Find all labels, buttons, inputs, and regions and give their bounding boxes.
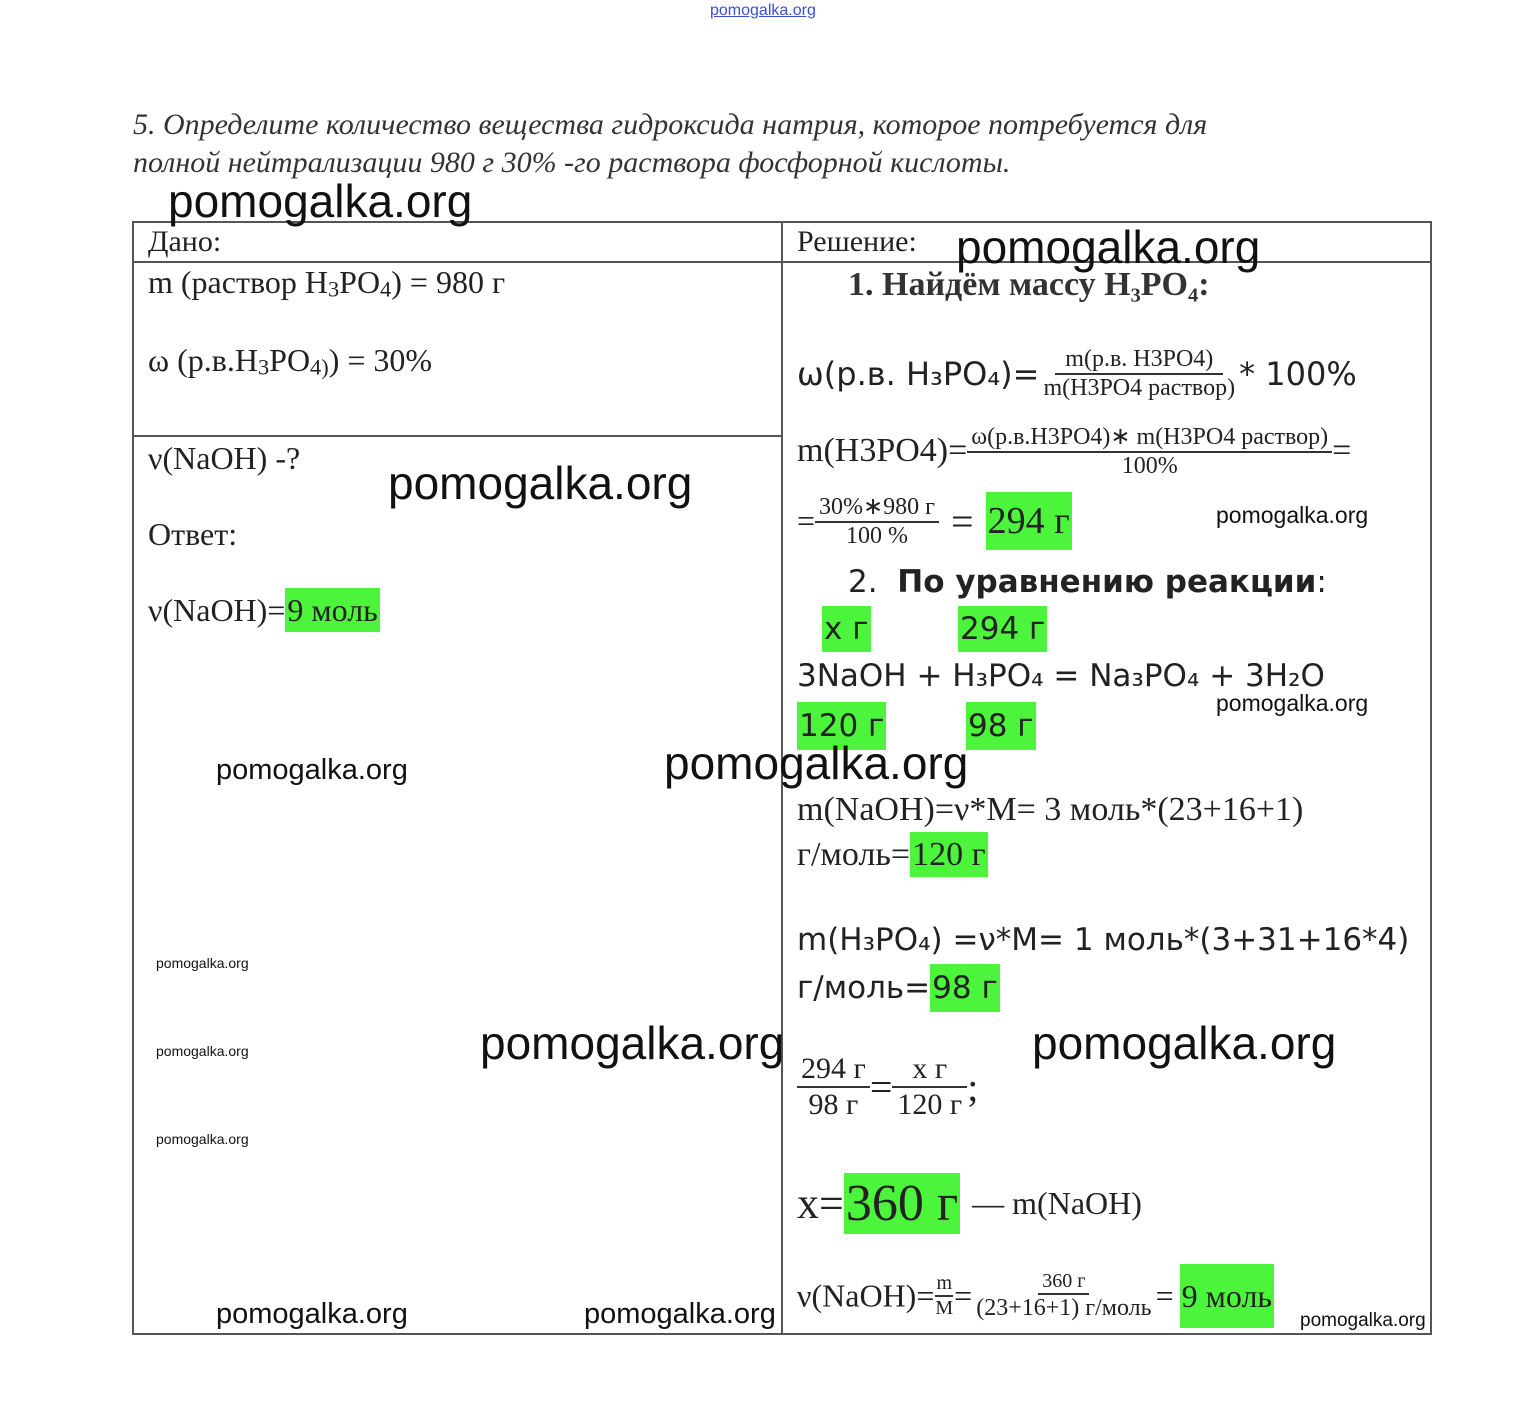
omega-fraction [1039,346,1239,402]
watermark-14: pomogalka.org [584,1298,776,1330]
prop-num-2: x г [892,1052,967,1088]
table-right-border [1430,221,1432,1335]
watermark-11: pomogalka.org [1032,1017,1337,1069]
m-h3po4-line1: m(H₃PO₄) =ν*M= 1 моль*(3+31+16*4) [797,922,1410,958]
given-find-divider [132,435,783,437]
watermark-10: pomogalka.org [480,1017,785,1069]
mass-num: ω(р.в.H3PO4)∗ m(H3PO4 раствор) [967,422,1332,453]
given-omega-suffix: ) = 30% [328,342,433,378]
sub-3b: 3 [257,354,270,380]
watermark-12: pomogalka.org [156,1131,249,1147]
calc-result: 294 г [986,492,1072,550]
step2-heading [848,564,1327,600]
nu-eq: = [954,1277,973,1314]
answer-label: Ответ: [148,516,238,552]
step2-bold: По уравнению реакции [897,564,1317,600]
table-left-border [132,221,134,1335]
m-naoh-value: 120 г [910,832,987,877]
mass-formula [797,422,1351,480]
omega-lhs: ω(р.в. H₃PO₄)= [797,355,1040,393]
above-h3po4: 294 г [958,606,1047,652]
nu-formula [797,1270,1274,1322]
given-mass [148,264,505,302]
nu-calc-num: 360 г [1038,1270,1089,1295]
prop-eq: = [869,1064,893,1110]
given-mass-po: PO [339,264,381,300]
watermark-9: pomogalka.org [156,1043,249,1059]
given-omega-po: PO [269,342,311,378]
watermark-3: pomogalka.org [388,457,693,509]
calc-equals: = [951,498,974,544]
given-mass-suffix: ) = 980 г [391,264,506,300]
nu-frac [934,1272,954,1320]
mass-den: 100% [1121,453,1178,479]
prop-den-1: 98 г [808,1088,859,1121]
answer [148,592,380,629]
x-suffix: — m(NaOH) [972,1185,1142,1221]
nu-frac-den: M [935,1297,954,1319]
calc-den: 100 % [846,523,909,549]
m-naoh-line1: m(NaOH)=ν*M= 3 моль*(23+16+1) [797,791,1304,828]
omega-tail: * 100% [1239,355,1357,393]
task-line-2: полной нейтрализации 980 г 30% -го раствора фосфорной кислоты. [133,146,1011,179]
prop-frac-1 [797,1052,870,1122]
nu-lhs: ν(NaOH)= [797,1277,935,1314]
prop-frac-2 [892,1052,967,1122]
sub-4b: 4) [310,354,329,380]
below-h3po4: 98 г [966,702,1036,750]
prop-end: ; [967,1064,979,1110]
watermark-6: pomogalka.org [216,754,408,786]
given-omega [148,342,432,380]
omega-formula [797,346,1357,402]
watermark-13: pomogalka.org [216,1298,408,1330]
omega-den: m(H3PO4 раствор) [1043,375,1236,401]
reaction-equation: 3NaOH + H₃PO₄ = Na₃PO₄ + 3H₂O [797,658,1325,694]
calc-fraction [815,492,939,550]
mass-lhs: m(H3PO4)= [797,432,968,469]
watermark-2: pomogalka.org [956,221,1261,273]
answer-prefix: ν(NaOH)= [148,592,286,628]
above-naoh: x г [822,606,871,652]
x-value: 360 г [845,1175,959,1232]
nu-calc-den: (23+16+1) г/моль [976,1295,1152,1321]
step2-colon: : [1316,564,1327,600]
mass-tail: = [1332,432,1352,469]
prop-den-2: 120 г [897,1088,963,1121]
given-title: Дано: [148,225,222,258]
answer-value: 9 моль [285,588,379,632]
watermark-8: pomogalka.org [156,955,249,971]
prop-num-1: 294 г [797,1052,870,1088]
given-omega-prefix: ω (р.в.H [148,342,258,378]
watermark-4: pomogalka.org [1216,502,1369,528]
nu-calc-frac [972,1270,1155,1322]
below-naoh: 120 г [797,702,886,750]
x-result [797,1174,1142,1233]
mass-fraction [967,422,1332,480]
mass-calc [797,492,1072,550]
watermark-1: pomogalka.org [168,175,473,227]
m-naoh-unit: г/моль= [797,836,911,873]
sub-4: 4 [380,276,392,302]
step2-number: 2. [848,564,878,600]
step1-heading: 1. Найдём массу H₃PO₄: [848,266,1210,303]
nu-frac-num: m [935,1272,953,1297]
x-prefix: x= [797,1179,844,1228]
proportion [797,1052,978,1122]
watermark-7: pomogalka.org [664,737,969,789]
nu-eq2: = [1155,1277,1174,1314]
m-h3po4-unit: г/моль= [797,970,931,1006]
given-mass-prefix: m (раствор H [148,264,328,300]
watermark-15: pomogalka.org [1300,1310,1426,1331]
m-naoh-line2 [797,836,988,874]
nu-value: 9 моль [1180,1264,1274,1328]
calc-eq: = [797,502,816,539]
omega-num: m(р.в. H3PO4) [1055,346,1223,375]
calc-num: 30%∗980 г [815,492,939,523]
m-h3po4-line2 [797,970,1000,1006]
watermark-5: pomogalka.org [1216,690,1369,716]
sub-3: 3 [327,276,340,302]
m-h3po4-value: 98 г [930,964,1000,1012]
task-line-1: 5. Определите количество вещества гидроксида натрия, которое потребуется для [133,108,1208,141]
find-nu: ν(NaOH) -? [148,440,301,476]
header-watermark[interactable]: pomogalka.org [710,2,816,19]
solution-title: Решение: [797,225,917,258]
